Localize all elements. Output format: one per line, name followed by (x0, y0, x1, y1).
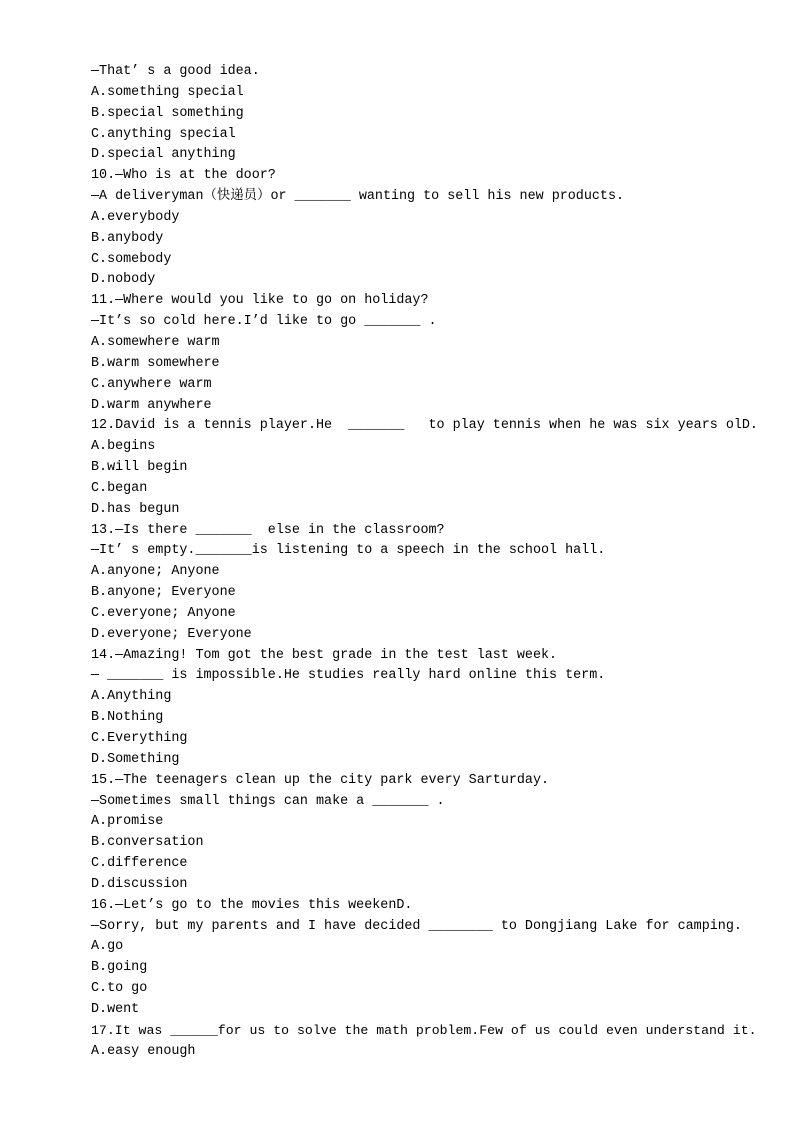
text-line: —Sorry, but my parents and I have decided ________ to Dongjiang Lake for camping. (91, 918, 742, 934)
text-line: A.anyone; Anyone (91, 564, 220, 580)
text-line: C.everyone; Anyone (91, 605, 236, 621)
text-line: D.discussion (91, 876, 188, 892)
text-line: A.go (91, 939, 124, 955)
text-line: —Sometimes small things can make a _______ . (91, 793, 445, 809)
text-line: A.easy enough (91, 1043, 196, 1059)
text-line: 17.It was ______for us to solve the math problem.Few of us could even understand it. (91, 1022, 757, 1038)
text-line: D.special anything (91, 147, 236, 163)
text-line: D.has begun (91, 501, 180, 517)
text-line: —It’s so cold here.I’d like to go _______ . (91, 314, 437, 330)
text-line: B.warm somewhere (91, 355, 220, 371)
text-line: 10.—Who is at the door? (91, 168, 276, 184)
text-line: A.something special (91, 84, 244, 100)
text-line: C.anywhere warm (91, 376, 212, 392)
text-line: B.anybody (91, 230, 164, 246)
text-line: D.went (91, 1001, 140, 1017)
text-line: 13.—Is there _______ else in the classroom? (91, 522, 445, 538)
text-line: B.special something (91, 105, 244, 121)
text-line: A.somewhere warm (91, 334, 220, 350)
text-line: 16.—Let’s go to the movies this weekenD. (91, 897, 413, 913)
text-line: —It’ s empty._______is listening to a speech in the school hall. (91, 543, 606, 559)
text-line: 12.David is a tennis player.He _______ to play tennis when he was six years olD. (91, 418, 758, 434)
text-line: 14.—Amazing! Tom got the best grade in the test last week. (91, 647, 558, 663)
text-line: C.somebody (91, 251, 172, 267)
text-line: C.difference (91, 856, 188, 872)
text-line: —A deliveryman（快递员）or _______ wanting to sell his new products. (91, 189, 625, 205)
text-line: C.Everything (91, 731, 188, 746)
text-line: B.Nothing (91, 710, 164, 726)
text-line: B.will begin (91, 460, 188, 476)
text-line: 15.—The teenagers clean up the city park every Sarturday. (91, 772, 550, 788)
text-line: D.Something (91, 751, 180, 767)
text-line: — _______ is impossible.He studies really hard online this term. (91, 668, 606, 684)
text-line: A.Anything (91, 689, 172, 705)
text-line: 11.—Where would you like to go on holiday? (91, 293, 429, 309)
text-line: D.nobody (91, 272, 156, 288)
text-line: D.warm anywhere (91, 397, 212, 413)
text-line: D.everyone; Everyone (91, 626, 252, 642)
text-line: B.anyone; Everyone (91, 585, 236, 601)
text-line: B.conversation (91, 835, 204, 851)
text-line: A.promise (91, 814, 164, 830)
text-line: —That’ s a good idea. (91, 64, 260, 79)
document-body (91, 62, 758, 1063)
text-line: A.everybody (91, 209, 180, 225)
text-line: C.to go (91, 981, 148, 997)
text-line: A.begins (91, 439, 156, 455)
text-line: B.going (91, 960, 148, 976)
text-line: C.anything special (91, 126, 236, 142)
text-line: C.began (91, 480, 148, 496)
